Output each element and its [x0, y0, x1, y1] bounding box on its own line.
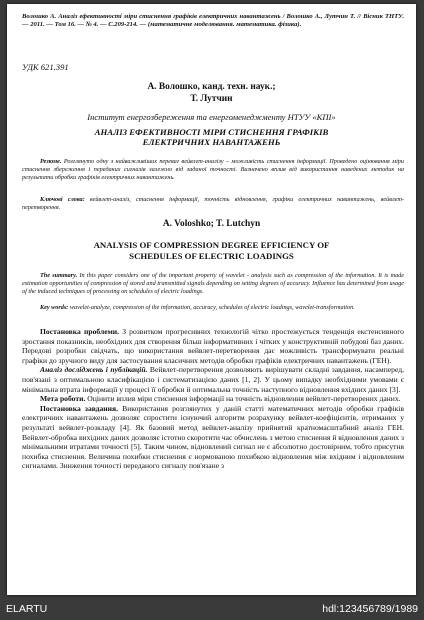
en-keywords: [22, 304, 404, 312]
paragraph-goal: [22, 394, 404, 404]
problem-text: З розвитком прогресивних технологій чітко простежується тенденція екстенсивного зростання показників, необхідних для створення більш інформативних і чітких у конструктивній побудові баз даних. Передові розробки свідчать, що використання вейвлет-перетворення дає можливість трансформувати реальні графіки до зручного виду для застосування класичних методів обробки графіків електричних навантажень (ГЕН).: [22, 327, 404, 365]
paragraph-problem: [22, 327, 404, 365]
ua-keywords-label: Ключові слова:: [40, 196, 85, 203]
document-page: [7, 4, 416, 595]
en-title: [7, 240, 416, 262]
ua-resume: [22, 158, 404, 181]
citation-header: Волошко А. Аналіз ефективності міри стиснення графіків електричних навантажень / Волошко А., Лутчин Т. // Вісник ТНТУ. — 2011. — Том 16. — № 4. — С.209-214. — (математичне моделювання. математика. фізика).: [22, 13, 404, 29]
en-summary-label: The summary.: [40, 272, 78, 279]
ua-authors: [7, 82, 416, 105]
en-title-line-2: SCHEDULES OF ELECTRIC LOADINGS: [129, 251, 294, 261]
ua-title: [7, 127, 416, 148]
en-title-line-1: ANALYSIS OF COMPRESSION DEGREE EFFICIENCY OF: [93, 240, 330, 250]
ua-keywords: [22, 196, 404, 212]
ua-resume-label: Резюме.: [40, 158, 62, 165]
ua-institute: Інститут енергозбереження та енергоменеджменту НТУУ «КПІ»: [87, 112, 336, 122]
udk-code: УДК 621.391: [22, 62, 69, 72]
handle-identifier[interactable]: hdl:123456789/1989: [322, 603, 418, 615]
ua-title-line-1: АНАЛІЗ ЕФЕКТИВНОСТІ МІРИ СТИСНЕННЯ ГРАФІКІВ: [94, 127, 329, 137]
task-text: Використання розглянутих у даній статті математичних методів обробки графіків електричних навантажень дозволяє спростити існуючий алгоритм розрахунку вейвлет-коефіцієнтів, отриманих у результаті вейвлет-розкладу [4]. Як базовий метод вейвлет-аналізу прийнятий кратномасштабний аналіз ГЕН. Вейвлет-обробка вихідних даних дозволяє істотно скоротити час обчислень з метою стиснення й відновлення даних з мінімальними втратами точності [5]. Таким чином, відновлений сигнал не є абсолютно достовірним, тобто присутня похибка стиснення. Величина похибки стиснення є нормованою похибкою відновлення між вхідним і відновленим сигналами. Зниження точності переданого сигналу пов'язане з: [22, 403, 405, 471]
article-body: [22, 327, 404, 471]
problem-label: Постановка проблеми.: [40, 327, 120, 336]
ua-resume-text: Розглянуто одну з найважливіших переваг вейвлет-аналізу – можливість стиснення інформації. Проведено оцінювання міри стиснення збереження і переданих сигналів залежно від заданої точності. Визначено вплив від використання наведених методик на результати обробки графіків електричних навантажень.: [22, 158, 404, 181]
viewer-footer: [0, 600, 424, 620]
repository-name: ELARTU: [6, 603, 48, 615]
ua-title-line-2: ЕЛЕКТРИЧНИХ НАВАНТАЖЕНЬ: [142, 137, 281, 148]
ua-authors-line-1: А. Волошко, канд. техн. наук.;: [147, 82, 276, 92]
ua-authors-line-2: Т. Лутчин: [190, 93, 233, 104]
en-authors: A. Voloshko; T. Lutchyn: [162, 219, 261, 229]
ua-keywords-text: вейвлет-аналіз, стиснення інформації, точність відновлення, графіки електричних навантажень, вейвлет-перетворення.: [22, 196, 404, 211]
paragraph-task: [22, 404, 404, 471]
en-summary-text: In this paper considers one of the important property of wavelet - analysis such as compression of the information. It is made estimation opportunities of compression of stored and transmitted signals depending on setting degrees of accuracy. Influence has determined from usage of the induced techniques of processing on schedules of electric loadings.: [22, 272, 404, 295]
task-label: Постановка завдання.: [40, 403, 119, 413]
en-summary: [22, 272, 404, 295]
analysis-text: Вейвлет-перетворення дозволяють вирішувати складні завдання, насамперед, пов'язані з оптимальною класифікацією і систематизацією даних [1, 2]. У цьому випадку необхідними умовами є мінімальна втрата інформації у процесі її обробки й оптимальна точність наступного відновлення вхідних даних [3].: [22, 365, 404, 394]
goal-label: Мета роботи.: [40, 394, 86, 404]
en-keywords-text: wavelet-analyze, compression of the information, accuracy, schedules of electric loadings, wavelet-transformation.: [69, 304, 355, 311]
paragraph-analysis: [22, 365, 404, 394]
en-keywords-label: Key words:: [40, 304, 69, 311]
goal-text: Оцінити вплив міри стиснення інформації на точність відновлення вейвлет-перетворених даних.: [87, 394, 401, 404]
analysis-label: Аналіз досліджень і публікацій.: [40, 365, 148, 375]
